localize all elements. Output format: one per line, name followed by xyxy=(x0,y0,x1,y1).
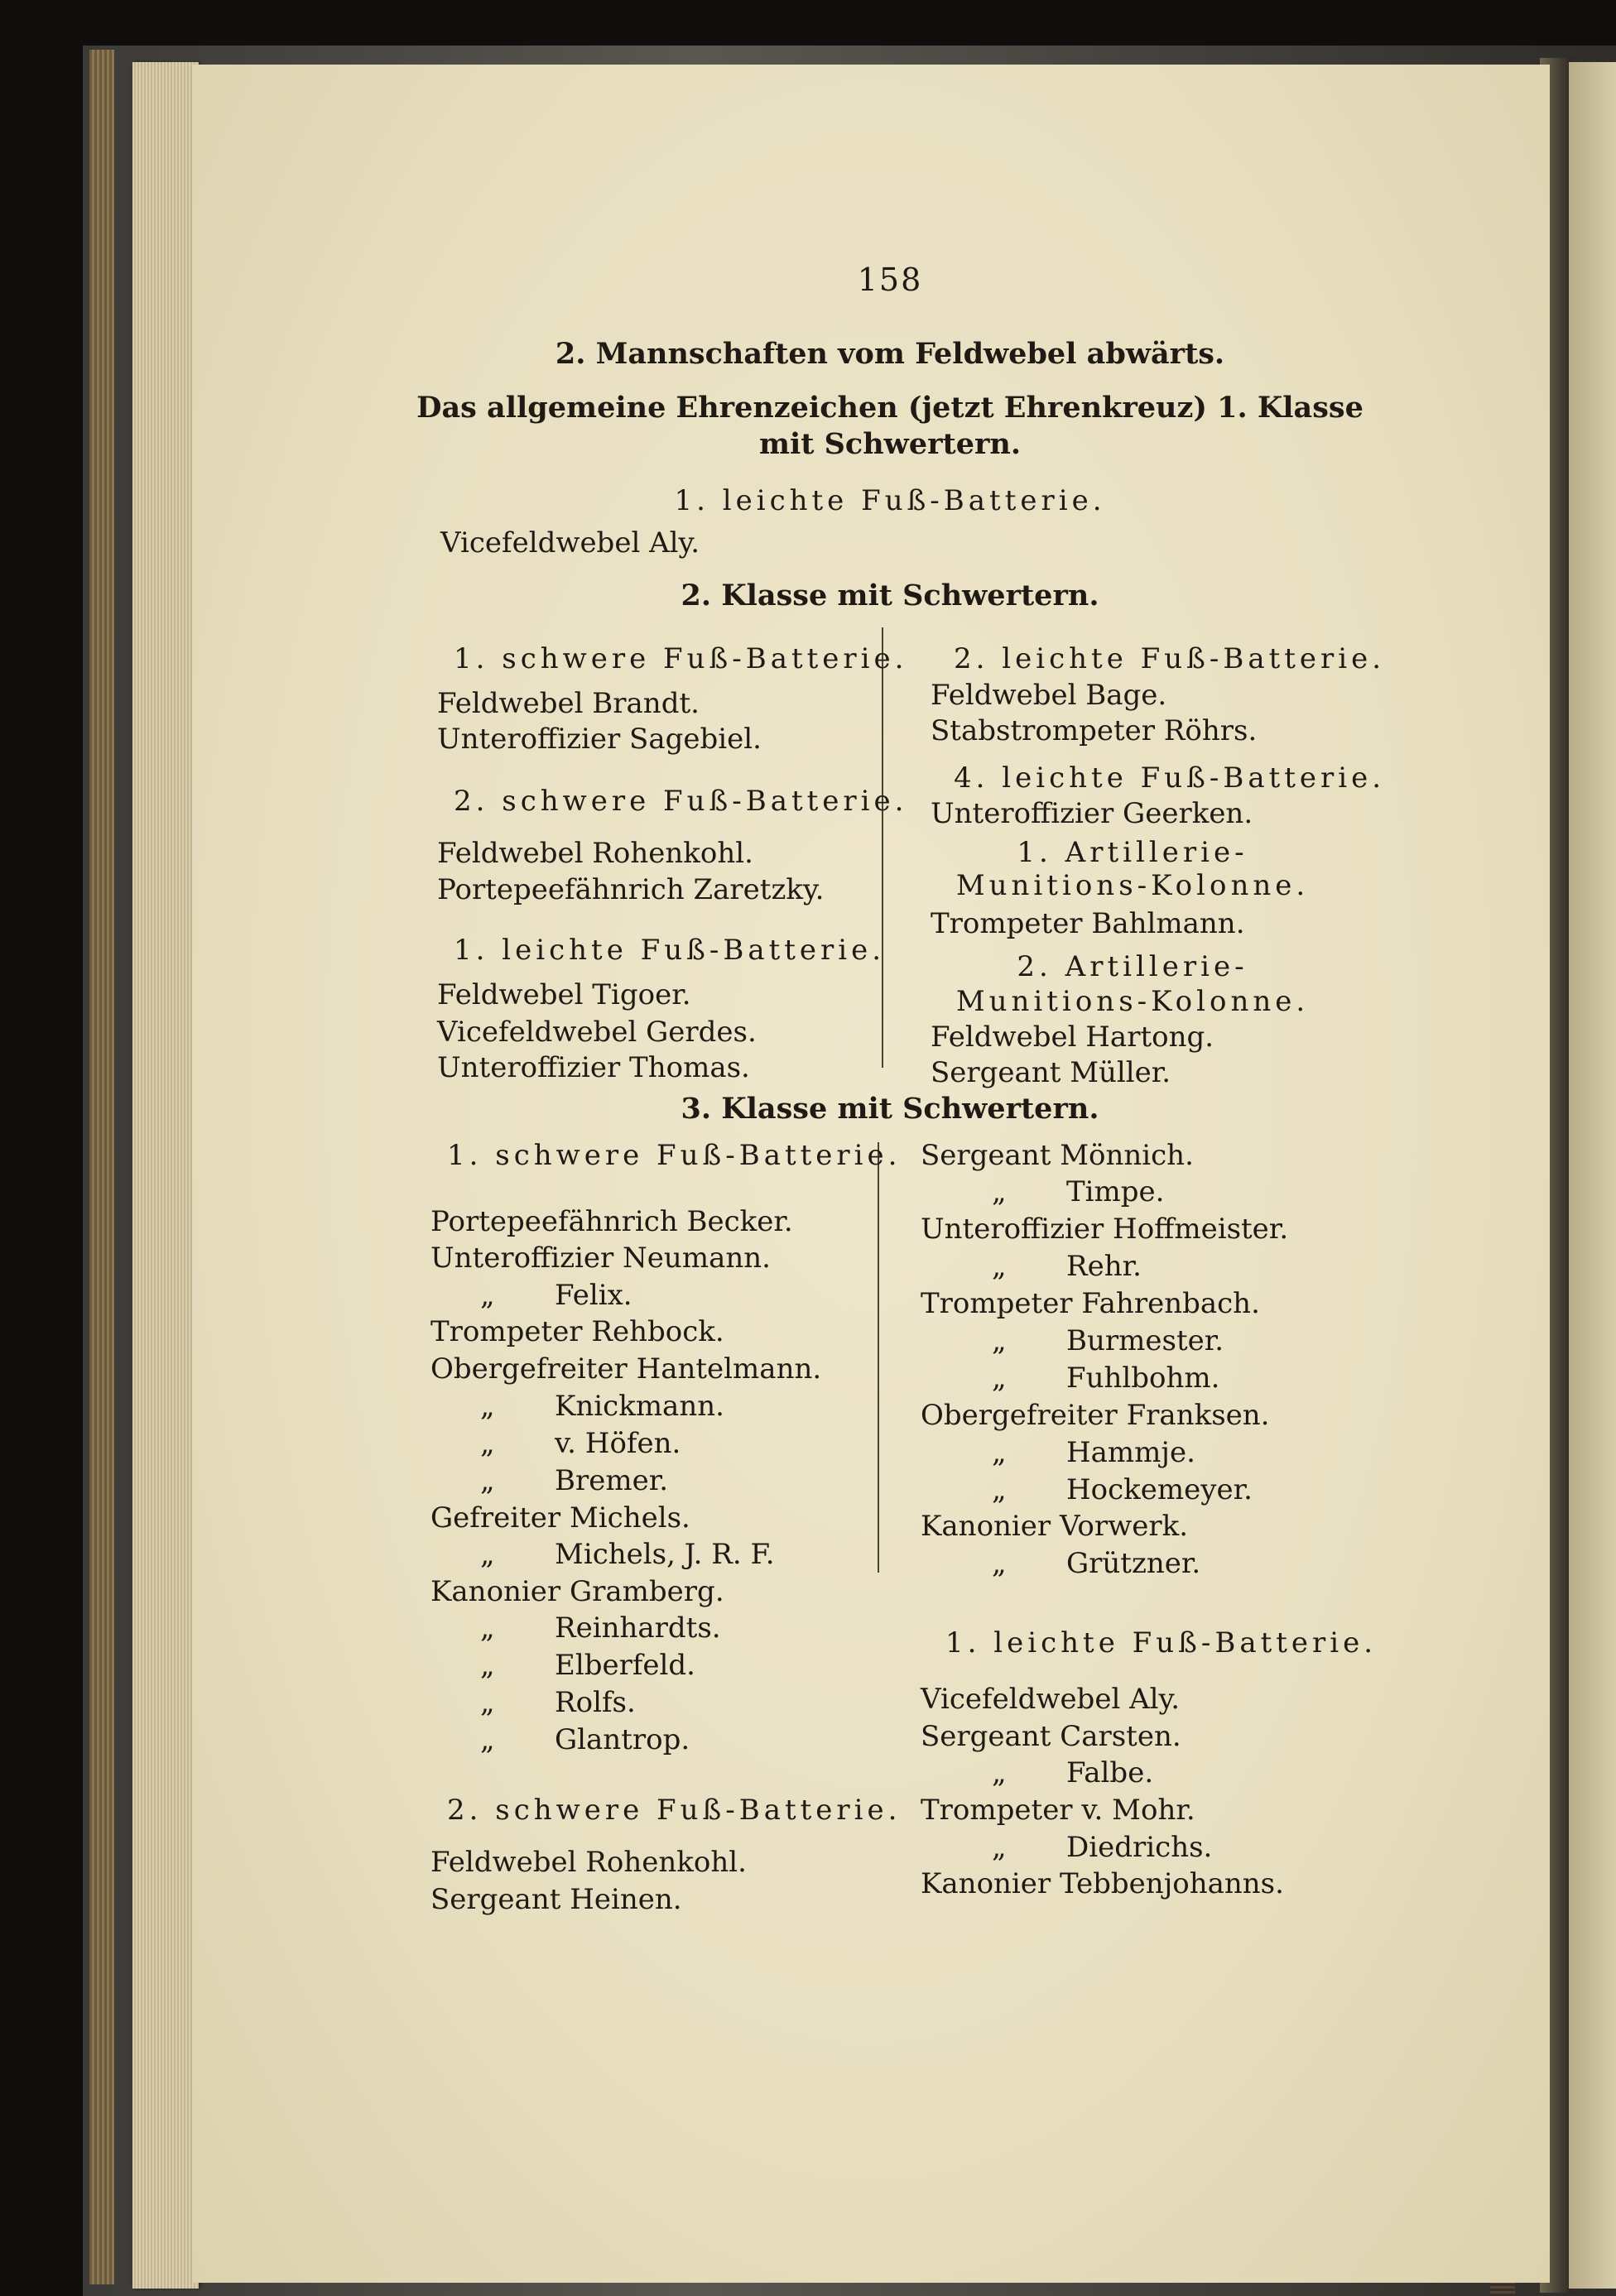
award-title-line2: mit Schwertern. xyxy=(758,427,1022,461)
list-item: Trompeter Fahrenbach. xyxy=(921,1287,1260,1320)
list-item: Glantrop. xyxy=(555,1723,690,1756)
list-item: Burmester. xyxy=(1066,1324,1224,1357)
class1-unit: 1. leichte Fuß-Batterie. xyxy=(674,484,1106,517)
list-item: Vicefeldwebel Aly. xyxy=(921,1683,1181,1716)
list-item: Obergefreiter Franksen. xyxy=(921,1399,1270,1432)
page-stack-edge xyxy=(132,62,199,2289)
list-item: Trompeter Rehbock. xyxy=(430,1315,724,1348)
ditto-mark: „ xyxy=(480,1390,495,1423)
list-item: Rolfs. xyxy=(555,1686,636,1719)
list-item: v. Höfen. xyxy=(555,1427,681,1460)
award-title-line1: Das allgemeine Ehrenzeichen (jetzt Ehrenkreuz) 1. Klasse xyxy=(416,391,1364,425)
list-item: Feldwebel Hartong. xyxy=(931,1021,1214,1054)
ditto-mark: „ xyxy=(992,1547,1007,1580)
list-item: Falbe. xyxy=(1066,1756,1154,1789)
list-item: Feldwebel Tigoer. xyxy=(437,978,691,1011)
list-item: Trompeter Bahlmann. xyxy=(931,907,1245,940)
column-divider-class2 xyxy=(882,627,883,1068)
list-item: Kanonier Tebbenjohanns. xyxy=(921,1867,1284,1900)
list-item: Gefreiter Michels. xyxy=(430,1501,690,1535)
ditto-mark: „ xyxy=(480,1723,495,1756)
list-item: Rehr. xyxy=(1066,1250,1142,1283)
list-item: Sergeant Mönnich. xyxy=(921,1139,1194,1172)
column-divider-class3 xyxy=(878,1142,879,1573)
list-item: Unteroffizier Geerken. xyxy=(931,797,1253,830)
list-item: Unteroffizier Neumann. xyxy=(430,1242,771,1275)
ditto-mark: „ xyxy=(480,1427,495,1460)
unit-heading: 1. leichte Fuß-Batterie. xyxy=(945,1626,1378,1660)
unit-heading: 1. schwere Fuß-Batterie. xyxy=(454,642,908,675)
list-item: Unteroffizier Hoffmeister. xyxy=(921,1213,1289,1246)
unit-heading: 2. schwere Fuß-Batterie. xyxy=(447,1794,902,1827)
unit-heading: Munitions-Kolonne. xyxy=(955,985,1310,1018)
ditto-mark: „ xyxy=(992,1831,1007,1864)
list-item: Obergefreiter Hantelmann. xyxy=(430,1352,822,1386)
ditto-mark: „ xyxy=(480,1686,495,1719)
list-item: Hockemeyer. xyxy=(1066,1473,1253,1506)
ditto-mark: „ xyxy=(992,1175,1007,1208)
list-item: Unteroffizier Thomas. xyxy=(437,1051,750,1084)
ditto-mark: „ xyxy=(992,1473,1007,1506)
list-item: Trompeter v. Mohr. xyxy=(921,1794,1195,1827)
list-item: Vicefeldwebel Gerdes. xyxy=(437,1016,757,1049)
class3-heading: 3. Klasse mit Schwertern. xyxy=(681,1092,1099,1126)
list-item: Felix. xyxy=(555,1279,632,1312)
list-item: Kanonier Vorwerk. xyxy=(921,1510,1189,1543)
list-item: Unteroffizier Sagebiel. xyxy=(437,723,762,756)
unit-heading: 1. schwere Fuß-Batterie. xyxy=(447,1139,902,1172)
list-item: Feldwebel Brandt. xyxy=(437,687,700,720)
list-item: Bremer. xyxy=(555,1464,669,1497)
ditto-mark: „ xyxy=(480,1538,495,1571)
list-item: Reinhardts. xyxy=(555,1612,721,1645)
list-item: Portepeefähnrich Becker. xyxy=(430,1205,793,1238)
ditto-mark: „ xyxy=(992,1756,1007,1789)
cover-edge xyxy=(89,50,114,2284)
list-item: Fuhlbohm. xyxy=(1066,1362,1220,1395)
list-item: Feldwebel Rohenkohl. xyxy=(437,837,753,870)
ditto-mark: „ xyxy=(992,1250,1007,1283)
list-item: Feldwebel Bage. xyxy=(931,679,1167,712)
page-number: 158 xyxy=(857,262,923,298)
unit-heading: 1. Artillerie- xyxy=(1017,836,1248,869)
unit-heading: 2. Artillerie- xyxy=(1017,950,1248,983)
list-item: Diedrichs. xyxy=(1066,1831,1213,1864)
ditto-mark: „ xyxy=(992,1324,1007,1357)
list-item: Kanonier Gramberg. xyxy=(430,1575,724,1608)
section-title: 2. Mannschaften vom Feldwebel abwärts. xyxy=(555,337,1225,371)
ditto-mark: „ xyxy=(480,1649,495,1682)
list-item: Portepeefähnrich Zaretzky. xyxy=(437,873,825,906)
ditto-mark: „ xyxy=(480,1279,495,1312)
ditto-mark: „ xyxy=(992,1362,1007,1395)
list-item: Hammje. xyxy=(1066,1436,1195,1469)
ditto-mark: „ xyxy=(480,1612,495,1645)
unit-heading: 1. leichte Fuß-Batterie. xyxy=(454,934,886,967)
facing-page-edge xyxy=(1569,62,1616,2289)
unit-heading: 2. leichte Fuß-Batterie. xyxy=(954,642,1386,675)
list-item: Stabstrompeter Röhrs. xyxy=(931,714,1258,747)
list-item: Sergeant Carsten. xyxy=(921,1720,1181,1753)
list-item: Grützner. xyxy=(1066,1547,1201,1580)
class1-entry: Vicefeldwebel Aly. xyxy=(440,526,700,560)
class2-heading: 2. Klasse mit Schwertern. xyxy=(681,579,1099,612)
list-item: Knickmann. xyxy=(555,1390,724,1423)
ditto-mark: „ xyxy=(480,1464,495,1497)
unit-heading: 4. leichte Fuß-Batterie. xyxy=(954,761,1386,795)
unit-heading: 2. schwere Fuß-Batterie. xyxy=(454,785,908,818)
list-item: Timpe. xyxy=(1066,1175,1165,1208)
unit-heading: Munitions-Kolonne. xyxy=(955,869,1310,902)
list-item: Sergeant Müller. xyxy=(931,1056,1171,1089)
ditto-mark: „ xyxy=(992,1436,1007,1469)
list-item: Elberfeld. xyxy=(555,1649,695,1682)
list-item: Feldwebel Rohenkohl. xyxy=(430,1846,747,1879)
list-item: Sergeant Heinen. xyxy=(430,1883,682,1916)
list-item: Michels, J. R. F. xyxy=(555,1538,775,1571)
